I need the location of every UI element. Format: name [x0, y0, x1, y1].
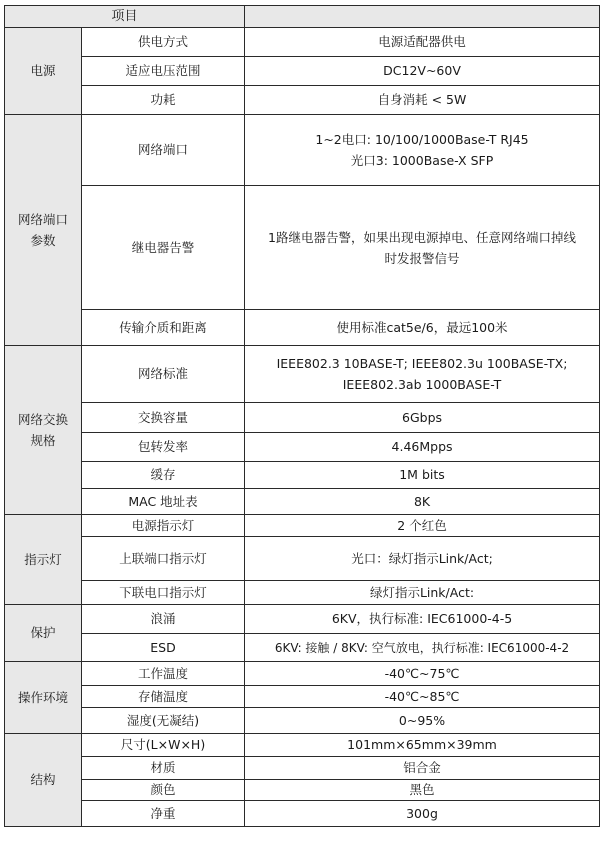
- item-value: [245, 115, 600, 186]
- table-row: [5, 346, 600, 403]
- item-label: 尺寸(L×W×H): [82, 734, 245, 757]
- table-row: [5, 734, 600, 757]
- item-value: DC12V~60V: [245, 57, 600, 86]
- category-line: 规格: [30, 433, 56, 448]
- item-value: 光口：绿灯指示Link/Act;: [245, 537, 600, 581]
- item-label: 传输介质和距离: [82, 310, 245, 346]
- category-indicators: 指示灯: [5, 515, 82, 605]
- spec-table: [4, 5, 600, 827]
- table-row: [5, 86, 600, 115]
- item-value: 8K: [245, 489, 600, 515]
- item-value: 黑色: [245, 780, 600, 801]
- value-line: 1~2电口: 10/100/1000Base-T RJ45: [315, 132, 529, 147]
- item-value: [245, 346, 600, 403]
- item-label: 适应电压范围: [82, 57, 245, 86]
- table-row: [5, 757, 600, 780]
- item-value: 6KV，执行标准: IEC61000-4-5: [245, 605, 600, 634]
- value-line: IEEE802.3ab 1000BASE-T: [342, 377, 502, 392]
- item-label: 工作温度: [82, 662, 245, 686]
- item-label: 网络端口: [82, 115, 245, 186]
- header-row: [5, 6, 600, 28]
- item-value: 6Gbps: [245, 403, 600, 433]
- table-row: [5, 403, 600, 433]
- category-power: 电源: [5, 28, 82, 115]
- item-value: 铝合金: [245, 757, 600, 780]
- item-label: 下联电口指示灯: [82, 581, 245, 605]
- category-line: 网络交换: [17, 412, 68, 427]
- table-row: [5, 686, 600, 708]
- item-label: 包转发率: [82, 433, 245, 462]
- item-value: 使用标准cat5e/6，最远100米: [245, 310, 600, 346]
- table-row: [5, 433, 600, 462]
- table-row: [5, 186, 600, 310]
- value-line: 1路继电器告警，如果出现电源掉电、任意网络端口掉线: [268, 229, 576, 245]
- item-value: 101mm×65mm×39mm: [245, 734, 600, 757]
- table-row: [5, 115, 600, 186]
- item-label: 继电器告警: [82, 186, 245, 310]
- item-value: 绿灯指示Link/Act:: [245, 581, 600, 605]
- value-line: IEEE802.3 10BASE-T; IEEE802.3u 100BASE-TX;: [276, 356, 568, 371]
- item-value: 0~95%: [245, 708, 600, 734]
- item-label: 上联端口指示灯: [82, 537, 245, 581]
- category-structure: 结构: [5, 734, 82, 827]
- item-label: 颜色: [82, 780, 245, 801]
- category-switching: [5, 346, 82, 515]
- item-label: 供电方式: [82, 28, 245, 57]
- header-category: 项目: [5, 6, 245, 28]
- item-label: 电源指示灯: [82, 515, 245, 537]
- item-value: 6KV: 接触 / 8KV: 空气放电，执行标准: IEC61000-4-2: [245, 634, 600, 662]
- table-row: [5, 537, 600, 581]
- item-value: -40℃~75℃: [245, 662, 600, 686]
- table-row: [5, 662, 600, 686]
- item-value: 4.46Mpps: [245, 433, 600, 462]
- table-row: [5, 634, 600, 662]
- table-row: [5, 310, 600, 346]
- value-line: 光口3: 1000Base-X SFP: [350, 153, 494, 168]
- item-label: MAC 地址表: [82, 489, 245, 515]
- item-value: 300g: [245, 801, 600, 827]
- table-row: [5, 28, 600, 57]
- item-label: ESD: [82, 634, 245, 662]
- item-label: 网络标准: [82, 346, 245, 403]
- table-row: [5, 515, 600, 537]
- category-line: 网络端口: [17, 212, 68, 227]
- item-value: -40℃~85℃: [245, 686, 600, 708]
- item-value: 2 个红色: [245, 515, 600, 537]
- category-environment: 操作环境: [5, 662, 82, 734]
- value-line: 时发报警信号: [384, 250, 460, 266]
- item-label: 存储温度: [82, 686, 245, 708]
- table-row: [5, 489, 600, 515]
- table-row: [5, 605, 600, 634]
- table-row: [5, 462, 600, 489]
- item-label: 交换容量: [82, 403, 245, 433]
- header-value: [245, 6, 600, 28]
- item-label: 材质: [82, 757, 245, 780]
- item-label: 功耗: [82, 86, 245, 115]
- item-value: 电源适配器供电: [245, 28, 600, 57]
- category-line: 参数: [30, 233, 56, 248]
- item-label: 湿度(无凝结): [82, 708, 245, 734]
- table-row: [5, 801, 600, 827]
- item-value: 1M bits: [245, 462, 600, 489]
- item-value: 自身消耗 < 5W: [245, 86, 600, 115]
- table-row: [5, 581, 600, 605]
- item-label: 浪涌: [82, 605, 245, 634]
- item-value: [245, 186, 600, 310]
- table-row: [5, 57, 600, 86]
- category-protection: 保护: [5, 605, 82, 662]
- table-row: [5, 780, 600, 801]
- item-label: 净重: [82, 801, 245, 827]
- category-network-ports: [5, 115, 82, 346]
- item-label: 缓存: [82, 462, 245, 489]
- table-row: [5, 708, 600, 734]
